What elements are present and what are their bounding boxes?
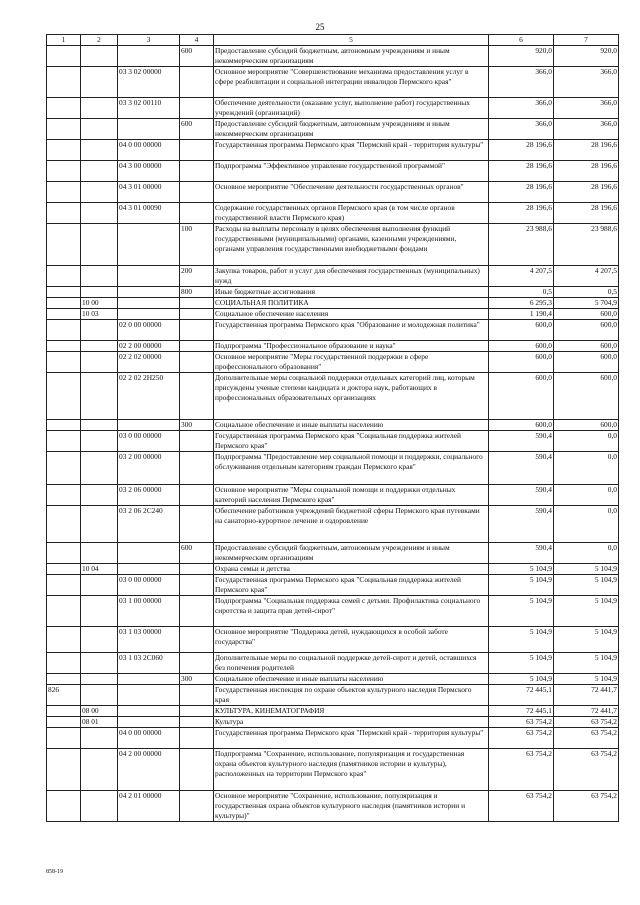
target-article-cell — [118, 706, 180, 717]
table-row — [47, 266, 619, 287]
section-code-cell — [81, 674, 118, 685]
table-row — [47, 596, 619, 627]
item-name-cell: Подпрограмма "Социальная поддержка семей с детьми. Профилактика социального сиротства и защита прав детей-сирот" — [214, 596, 489, 627]
table-row — [47, 98, 619, 119]
ministry-code-cell — [47, 543, 81, 564]
table-row — [47, 309, 619, 320]
column-header: 1 — [47, 35, 81, 46]
ministry-code-cell — [47, 140, 81, 161]
section-code-cell — [81, 287, 118, 298]
section-code-cell — [81, 431, 118, 452]
target-article-cell — [118, 685, 180, 706]
amount-year1-cell: 590,4 — [489, 506, 554, 543]
item-name-cell: Подпрограмма "Эффективное управление государственной программой" — [214, 161, 489, 182]
amount-year1-cell: 1 190,4 — [489, 309, 554, 320]
amount-year2-cell: 366,0 — [554, 119, 619, 140]
amount-year2-cell: 28 196,6 — [554, 182, 619, 203]
ministry-code-cell — [47, 420, 81, 431]
section-code-cell — [81, 575, 118, 596]
item-name-cell: Дополнительные меры социальной поддержки отдельных категорий лиц, которым присуждены ученые степени кандидата и доктора наук, работающих в профессиональных образовательных организациях — [214, 373, 489, 420]
table-row — [47, 791, 619, 822]
table-row — [47, 452, 619, 485]
item-name-cell: Содержание государственных органов Пермского края (в том числе органов государственной власти Пермского края) — [214, 203, 489, 224]
item-name-cell: Государственная программа Пермского края "Социальная поддержка жителей Пермского края" — [214, 431, 489, 452]
section-code-cell: 10 00 — [81, 298, 118, 309]
amount-year1-cell: 72 445,1 — [489, 706, 554, 717]
budget-table — [46, 34, 619, 822]
expense-type-cell — [180, 627, 214, 653]
amount-year2-cell: 5 104,9 — [554, 674, 619, 685]
table-row — [47, 46, 619, 67]
expense-type-cell — [180, 140, 214, 161]
expense-type-cell: 600 — [180, 46, 214, 67]
amount-year2-cell: 600,0 — [554, 352, 619, 373]
expense-type-cell — [180, 485, 214, 506]
amount-year1-cell: 366,0 — [489, 119, 554, 140]
amount-year2-cell: 600,0 — [554, 420, 619, 431]
table-row — [47, 373, 619, 420]
amount-year1-cell: 72 445,1 — [489, 685, 554, 706]
section-code-cell — [81, 791, 118, 822]
amount-year2-cell: 600,0 — [554, 309, 619, 320]
table-row — [47, 627, 619, 653]
ministry-code-cell — [47, 352, 81, 373]
amount-year2-cell: 4 207,5 — [554, 266, 619, 287]
table-row — [47, 341, 619, 352]
section-code-cell — [81, 320, 118, 341]
item-name-cell: Основное мероприятие "Меры государственной поддержки в сфере профессионального образования" — [214, 352, 489, 373]
amount-year1-cell: 920,0 — [489, 46, 554, 67]
amount-year1-cell: 600,0 — [489, 420, 554, 431]
section-code-cell — [81, 596, 118, 627]
target-article-cell — [118, 543, 180, 564]
target-article-cell: 03 2 00 00000 — [118, 452, 180, 485]
item-name-cell: Дополнительные меры по социальной поддержке детей-сирот и детей, оставшихся без попечения родителей — [214, 653, 489, 674]
expense-type-cell — [180, 791, 214, 822]
table-row — [47, 575, 619, 596]
amount-year2-cell: 63 754,2 — [554, 717, 619, 728]
amount-year2-cell: 63 754,2 — [554, 728, 619, 749]
amount-year2-cell: 63 754,2 — [554, 791, 619, 822]
amount-year2-cell: 5 104,9 — [554, 653, 619, 674]
amount-year2-cell: 28 196,6 — [554, 161, 619, 182]
ministry-code-cell — [47, 266, 81, 287]
ministry-code-cell — [47, 728, 81, 749]
expense-type-cell: 100 — [180, 224, 214, 266]
expense-type-cell — [180, 575, 214, 596]
section-code-cell — [81, 373, 118, 420]
amount-year1-cell: 600,0 — [489, 320, 554, 341]
ministry-code-cell — [47, 119, 81, 140]
item-name-cell: Государственная программа Пермского края "Пермский край - территория культуры" — [214, 728, 489, 749]
section-code-cell — [81, 182, 118, 203]
item-name-cell: Иные бюджетные ассигнования — [214, 287, 489, 298]
section-code-cell — [81, 98, 118, 119]
amount-year2-cell: 72 441,7 — [554, 685, 619, 706]
item-name-cell: Предоставление субсидий бюджетным, автономным учреждениям и иным некоммерческим организациям — [214, 46, 489, 67]
target-article-cell — [118, 224, 180, 266]
expense-type-cell — [180, 506, 214, 543]
item-name-cell: Подпрограмма "Профессиональное образование и наука" — [214, 341, 489, 352]
target-article-cell — [118, 420, 180, 431]
item-name-cell: Расходы на выплаты персоналу в целях обеспечения выполнения функций государственными (муниципальными) органами, казенными учреждениями, органами управления государственными внебюджетными фондами — [214, 224, 489, 266]
target-article-cell — [118, 309, 180, 320]
target-article-cell: 03 1 03 2С060 — [118, 653, 180, 674]
amount-year1-cell: 63 754,2 — [489, 749, 554, 791]
expense-type-cell: 200 — [180, 266, 214, 287]
table-row — [47, 298, 619, 309]
table-row — [47, 420, 619, 431]
amount-year1-cell: 28 196,6 — [489, 161, 554, 182]
target-article-cell: 03 2 06 00000 — [118, 485, 180, 506]
amount-year1-cell: 590,4 — [489, 485, 554, 506]
table-row — [47, 653, 619, 674]
item-name-cell: Предоставление субсидий бюджетным, автономным учреждениям и иным некоммерческим организациям — [214, 543, 489, 564]
expense-type-cell — [180, 706, 214, 717]
column-header-row — [47, 35, 619, 46]
amount-year2-cell: 366,0 — [554, 67, 619, 98]
column-header: 5 — [214, 35, 489, 46]
amount-year2-cell: 5 704,9 — [554, 298, 619, 309]
ministry-code-cell — [47, 749, 81, 791]
section-code-cell: 08 00 — [81, 706, 118, 717]
expense-type-cell — [180, 452, 214, 485]
expense-type-cell: 600 — [180, 543, 214, 564]
item-name-cell: Основное мероприятие "Сохранение, использование, популяризация и государственная охрана объектов культурного наследия (памятников истории и культуры)" — [214, 791, 489, 822]
target-article-cell: 04 0 00 00000 — [118, 728, 180, 749]
amount-year2-cell: 600,0 — [554, 320, 619, 341]
target-article-cell: 04 3 01 00000 — [118, 182, 180, 203]
item-name-cell: СОЦИАЛЬНАЯ ПОЛИТИКА — [214, 298, 489, 309]
table-row — [47, 564, 619, 575]
target-article-cell: 03 1 00 00000 — [118, 596, 180, 627]
amount-year2-cell: 28 196,6 — [554, 203, 619, 224]
table-row — [47, 717, 619, 728]
ministry-code-cell — [47, 653, 81, 674]
item-name-cell: Предоставление субсидий бюджетным, автономным учреждениям и иным некоммерческим организациям — [214, 119, 489, 140]
amount-year2-cell: 72 441,7 — [554, 706, 619, 717]
target-article-cell — [118, 46, 180, 67]
amount-year2-cell: 5 104,9 — [554, 564, 619, 575]
ministry-code-cell — [47, 706, 81, 717]
amount-year1-cell: 28 196,6 — [489, 203, 554, 224]
amount-year1-cell: 590,4 — [489, 543, 554, 564]
table-row — [47, 674, 619, 685]
column-header: 7 — [554, 35, 619, 46]
section-code-cell — [81, 543, 118, 564]
target-article-cell: 04 0 00 00000 — [118, 140, 180, 161]
item-name-cell: Социальное обеспечение и иные выплаты населению — [214, 420, 489, 431]
target-article-cell: 02 2 02 2Н250 — [118, 373, 180, 420]
target-article-cell — [118, 298, 180, 309]
amount-year1-cell: 366,0 — [489, 98, 554, 119]
table-row — [47, 182, 619, 203]
ministry-code-cell — [47, 309, 81, 320]
ministry-code-cell — [47, 287, 81, 298]
amount-year1-cell: 5 104,9 — [489, 596, 554, 627]
ministry-code-cell — [47, 373, 81, 420]
section-code-cell — [81, 685, 118, 706]
section-code-cell — [81, 485, 118, 506]
amount-year2-cell: 0,5 — [554, 287, 619, 298]
target-article-cell: 02 2 02 00000 — [118, 352, 180, 373]
section-code-cell — [81, 140, 118, 161]
section-code-cell — [81, 224, 118, 266]
section-code-cell — [81, 119, 118, 140]
section-code-cell: 08 01 — [81, 717, 118, 728]
section-code-cell — [81, 352, 118, 373]
amount-year1-cell: 600,0 — [489, 341, 554, 352]
table-row — [47, 685, 619, 706]
expense-type-cell: 300 — [180, 674, 214, 685]
ministry-code-cell — [47, 224, 81, 266]
expense-type-cell — [180, 728, 214, 749]
expense-type-cell — [180, 373, 214, 420]
item-name-cell: Культура — [214, 717, 489, 728]
amount-year1-cell: 28 196,6 — [489, 140, 554, 161]
item-name-cell: Социальное обеспечение и иные выплаты населению — [214, 674, 489, 685]
ministry-code-cell — [47, 320, 81, 341]
item-name-cell: Основное мероприятие "Совершенствование механизма предоставления услуг в сфере реабилитации и социальной интеграции инвалидов Пермского края" — [214, 67, 489, 98]
table-row — [47, 119, 619, 140]
section-code-cell — [81, 341, 118, 352]
item-name-cell: Государственная инспекция по охране объектов культурного наследия Пермского края — [214, 685, 489, 706]
expense-type-cell — [180, 431, 214, 452]
item-name-cell: Охрана семьи и детства — [214, 564, 489, 575]
target-article-cell: 03 0 00 00000 — [118, 431, 180, 452]
item-name-cell: Государственная программа Пермского края "Пермский край - территория культуры" — [214, 140, 489, 161]
amount-year2-cell: 600,0 — [554, 341, 619, 352]
item-name-cell: Основное мероприятие "Меры социальной помощи и поддержки отдельных категорий населения Пермского края" — [214, 485, 489, 506]
amount-year1-cell: 63 754,2 — [489, 717, 554, 728]
amount-year2-cell: 0,0 — [554, 506, 619, 543]
table-row — [47, 506, 619, 543]
ministry-code-cell — [47, 674, 81, 685]
amount-year2-cell: 0,0 — [554, 431, 619, 452]
amount-year2-cell: 5 104,9 — [554, 596, 619, 627]
target-article-cell: 02 0 00 00000 — [118, 320, 180, 341]
ministry-code-cell — [47, 431, 81, 452]
expense-type-cell — [180, 203, 214, 224]
amount-year1-cell: 4 207,5 — [489, 266, 554, 287]
section-code-cell — [81, 203, 118, 224]
target-article-cell: 03 3 02 00000 — [118, 67, 180, 98]
table-row — [47, 749, 619, 791]
target-article-cell: 03 1 03 00000 — [118, 627, 180, 653]
column-header: 4 — [180, 35, 214, 46]
section-code-cell — [81, 266, 118, 287]
amount-year1-cell: 23 988,6 — [489, 224, 554, 266]
table-row — [47, 320, 619, 341]
target-article-cell: 02 2 00 00000 — [118, 341, 180, 352]
target-article-cell: 03 3 02 00110 — [118, 98, 180, 119]
table-row — [47, 352, 619, 373]
expense-type-cell: 300 — [180, 420, 214, 431]
target-article-cell — [118, 674, 180, 685]
amount-year1-cell: 5 104,9 — [489, 575, 554, 596]
amount-year1-cell: 600,0 — [489, 352, 554, 373]
expense-type-cell — [180, 67, 214, 98]
ministry-code-cell — [47, 182, 81, 203]
target-article-cell: 04 2 01 00000 — [118, 791, 180, 822]
amount-year2-cell: 366,0 — [554, 98, 619, 119]
expense-type-cell — [180, 341, 214, 352]
amount-year1-cell: 63 754,2 — [489, 728, 554, 749]
table-row — [47, 224, 619, 266]
section-code-cell — [81, 452, 118, 485]
ministry-code-cell — [47, 564, 81, 575]
item-name-cell: Закупка товаров, работ и услуг для обеспечения государственных (муниципальных) нужд — [214, 266, 489, 287]
expense-type-cell — [180, 717, 214, 728]
expense-type-cell — [180, 298, 214, 309]
expense-type-cell: 600 — [180, 119, 214, 140]
ministry-code-cell — [47, 791, 81, 822]
table-body — [47, 35, 619, 822]
expense-type-cell — [180, 182, 214, 203]
amount-year1-cell: 590,4 — [489, 431, 554, 452]
column-header: 3 — [118, 35, 180, 46]
item-name-cell: Государственная программа Пермского края "Образование и молодежная политика" — [214, 320, 489, 341]
item-name-cell: Обеспечение деятельности (оказание услуг, выполнение работ) государственных учреждений (организаций) — [214, 98, 489, 119]
ministry-code-cell — [47, 717, 81, 728]
column-header: 2 — [81, 35, 118, 46]
amount-year2-cell: 5 104,9 — [554, 575, 619, 596]
amount-year1-cell: 600,0 — [489, 373, 554, 420]
expense-type-cell: 800 — [180, 287, 214, 298]
item-name-cell: КУЛЬТУРА, КИНЕМАТОГРАФИЯ — [214, 706, 489, 717]
target-article-cell — [118, 564, 180, 575]
target-article-cell — [118, 266, 180, 287]
amount-year2-cell: 600,0 — [554, 373, 619, 420]
expense-type-cell — [180, 98, 214, 119]
amount-year2-cell: 0,0 — [554, 452, 619, 485]
amount-year1-cell: 5 104,9 — [489, 653, 554, 674]
target-article-cell — [118, 717, 180, 728]
table-row — [47, 543, 619, 564]
expense-type-cell — [180, 161, 214, 182]
ministry-code-cell — [47, 485, 81, 506]
table-row — [47, 485, 619, 506]
target-article-cell — [118, 287, 180, 298]
target-article-cell: 04 3 01 00090 — [118, 203, 180, 224]
column-header: 6 — [489, 35, 554, 46]
ministry-code-cell — [47, 161, 81, 182]
amount-year2-cell: 0,0 — [554, 543, 619, 564]
item-name-cell: Государственная программа Пермского края "Социальная поддержка жителей Пермского края" — [214, 575, 489, 596]
item-name-cell: Подпрограмма "Предоставление мер социальной помощи и поддержки, социального обслуживания отдельным категориям граждан Пермского края" — [214, 452, 489, 485]
ministry-code-cell — [47, 298, 81, 309]
expense-type-cell — [180, 596, 214, 627]
footer-code: 858-19 — [46, 869, 63, 875]
ministry-code-cell — [47, 506, 81, 543]
expense-type-cell — [180, 309, 214, 320]
item-name-cell: Основное мероприятие "Поддержка детей, нуждающихся в особой заботе государства" — [214, 627, 489, 653]
amount-year1-cell: 366,0 — [489, 67, 554, 98]
target-article-cell — [118, 119, 180, 140]
section-code-cell — [81, 46, 118, 67]
ministry-code-cell — [47, 203, 81, 224]
ministry-code-cell — [47, 627, 81, 653]
item-name-cell: Основное мероприятие "Обеспечение деятельности государственных органов" — [214, 182, 489, 203]
ministry-code-cell — [47, 46, 81, 67]
ministry-code-cell — [47, 98, 81, 119]
amount-year1-cell: 63 754,2 — [489, 791, 554, 822]
ministry-code-cell: 826 — [47, 685, 81, 706]
table-row — [47, 140, 619, 161]
target-article-cell: 04 2 00 00000 — [118, 749, 180, 791]
amount-year1-cell: 0,5 — [489, 287, 554, 298]
table-row — [47, 161, 619, 182]
target-article-cell: 03 2 06 2С240 — [118, 506, 180, 543]
section-code-cell — [81, 420, 118, 431]
ministry-code-cell — [47, 575, 81, 596]
section-code-cell: 10 03 — [81, 309, 118, 320]
ministry-code-cell — [47, 452, 81, 485]
amount-year1-cell: 5 104,9 — [489, 674, 554, 685]
table-row — [47, 67, 619, 98]
page-number: 25 — [315, 22, 325, 32]
amount-year1-cell: 5 104,9 — [489, 564, 554, 575]
section-code-cell — [81, 67, 118, 98]
ministry-code-cell — [47, 596, 81, 627]
amount-year1-cell: 5 104,9 — [489, 627, 554, 653]
expense-type-cell — [180, 320, 214, 341]
expense-type-cell — [180, 685, 214, 706]
amount-year2-cell: 920,0 — [554, 46, 619, 67]
ministry-code-cell — [47, 341, 81, 352]
target-article-cell: 03 0 00 00000 — [118, 575, 180, 596]
item-name-cell: Обеспечение работников учреждений бюджетной сферы Пермского края путевками на санаторно-курортное лечение и оздоровление — [214, 506, 489, 543]
expense-type-cell — [180, 653, 214, 674]
amount-year2-cell: 0,0 — [554, 485, 619, 506]
amount-year2-cell: 28 196,6 — [554, 140, 619, 161]
section-code-cell — [81, 161, 118, 182]
item-name-cell: Подпрограмма "Сохранение, использование, популяризация и государственная охрана объектов культурного наследия (памятников истории и культуры), расположенных на территории Пермского края" — [214, 749, 489, 791]
table-row — [47, 706, 619, 717]
section-code-cell — [81, 506, 118, 543]
target-article-cell: 04 3 00 00000 — [118, 161, 180, 182]
amount-year2-cell: 5 104,9 — [554, 627, 619, 653]
amount-year2-cell: 63 754,2 — [554, 749, 619, 791]
amount-year2-cell: 23 988,6 — [554, 224, 619, 266]
section-code-cell — [81, 653, 118, 674]
table-row — [47, 728, 619, 749]
expense-type-cell — [180, 564, 214, 575]
amount-year1-cell: 590,4 — [489, 452, 554, 485]
section-code-cell — [81, 627, 118, 653]
amount-year1-cell: 6 295,3 — [489, 298, 554, 309]
amount-year1-cell: 28 196,6 — [489, 182, 554, 203]
section-code-cell — [81, 749, 118, 791]
table-row — [47, 203, 619, 224]
expense-type-cell — [180, 352, 214, 373]
table-row — [47, 431, 619, 452]
section-code-cell: 10 04 — [81, 564, 118, 575]
ministry-code-cell — [47, 67, 81, 98]
section-code-cell — [81, 728, 118, 749]
item-name-cell: Социальное обеспечение населения — [214, 309, 489, 320]
expense-type-cell — [180, 749, 214, 791]
table-row — [47, 287, 619, 298]
